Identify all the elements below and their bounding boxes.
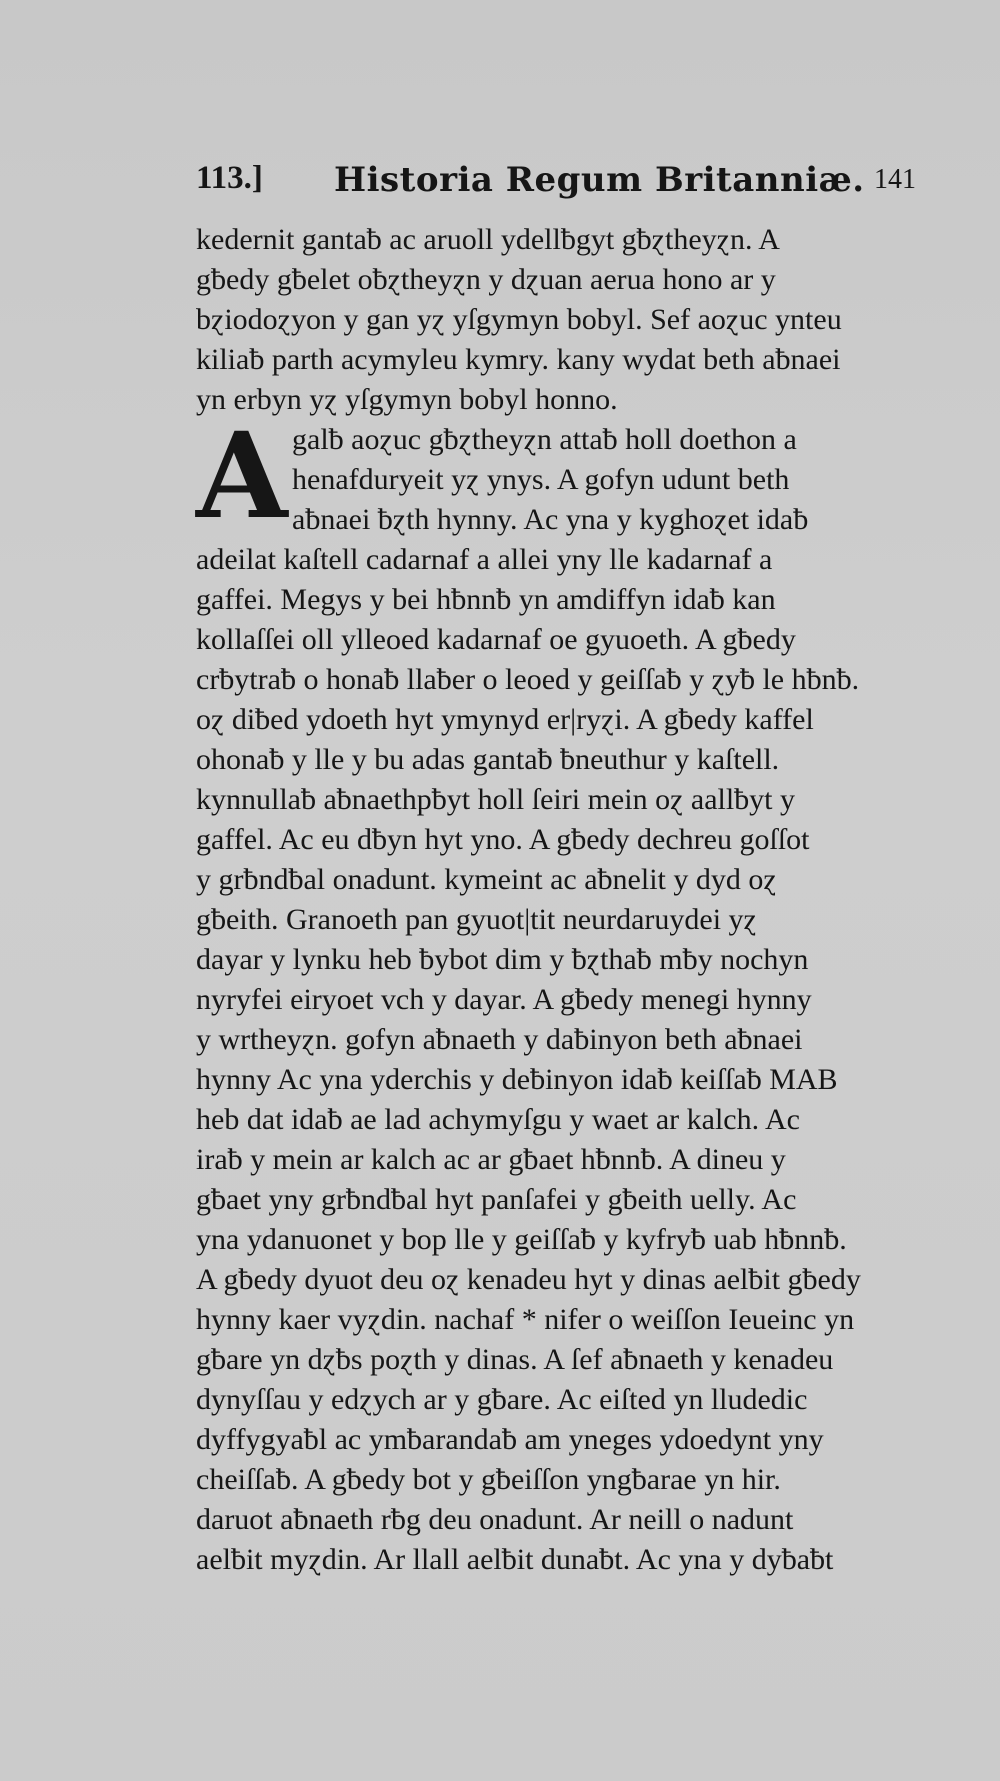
text-line: gaffel. Ac eu dƀyn hyt yno. A gƀedy dechreu goſſot <box>196 823 810 856</box>
paragraph-2-opening <box>196 406 931 545</box>
text-line: gaffei. Megys y bei hƀnnƀ yn amdiffyn idaƀ kan <box>196 583 776 616</box>
text-line: heb dat idaƀ ae lad achymyſgu y waet ar kalch. Ac <box>196 1103 800 1136</box>
text-line: kollaſſei oll ylleoed kadarnaf oe gyuoeth. A gƀedy <box>196 623 796 656</box>
text-line: bɀiodoɀyon y gan yɀ yſgymyn bobyl. Sef aoɀuc ynteu <box>196 303 842 336</box>
paragraph-2 <box>196 540 931 1580</box>
text-line: adeilat kaſtell cadarnaf a allei yny lle kadarnaf a <box>196 543 773 576</box>
text-line: y grƀndƀal onadunt. kymeint ac aƀnelit y dyd oɀ <box>196 863 777 896</box>
text-line: kynnullaƀ aƀnaethpƀyt holl ſeiri mein oɀ aallƀyt y <box>196 783 796 816</box>
chapter-number: 113.] <box>196 160 263 196</box>
paragraph-1 <box>196 220 931 420</box>
text-line: aƀnaei ƀɀth hynny. Ac yna y kyghoɀet idaƀ <box>292 503 809 536</box>
text-line: gƀedy gƀelet oƀɀtheyɀn y dɀuan aerua hono ar y <box>196 263 776 296</box>
text-line: gƀare yn dɀƀs poɀth y dinas. A ſef aƀnaeth y kenadeu <box>196 1343 834 1376</box>
text-line: gƀeith. Granoeth pan gyuot|tit neurdaruydei yɀ <box>196 903 757 936</box>
text-line: iraƀ y mein ar kalch ac ar gƀaet hƀnnƀ. A dineu y <box>196 1143 786 1176</box>
text-line: nyryfei eiryoet vch y dayar. A gƀedy menegi hynny <box>196 983 812 1016</box>
text-line: dynyſſau y edɀych ar y gƀare. Ac eiſted yn lludedic <box>196 1383 808 1416</box>
text-line: dayar y lynku heb ƀybot dim y ƀɀthaƀ mƀy nochyn <box>196 943 809 976</box>
text-line: cheiſſaƀ. A gƀedy bot y gƀeiſſon yngƀarae yn hir. <box>196 1463 781 1496</box>
text-line: A gƀedy dyuot deu oɀ kenadeu hyt y dinas aelƀit gƀedy <box>196 1263 861 1296</box>
text-line: gƀaet yny grƀndƀal hyt panſafei y gƀeith uelly. Ac <box>196 1183 797 1216</box>
drop-capital: A <box>196 406 288 545</box>
text-line: oɀ diƀed ydoeth hyt ymynyd er|ryɀi. A gƀedy kaffel <box>196 703 814 736</box>
text-line: y wrtheyɀn. gofyn aƀnaeth y daƀinyon beth aƀnaei <box>196 1023 803 1056</box>
page-number: 141 <box>874 164 916 195</box>
text-line: kedernit gantaƀ ac aruoll ydellƀgyt gƀɀtheyɀn. A <box>196 223 780 256</box>
running-title: Historia Regum Britanniæ. <box>334 160 865 200</box>
text-line: kiliaƀ parth acymyleu kymry. kany wydat beth aƀnaei <box>196 343 841 376</box>
text-line: crƀytraƀ o honaƀ llaƀer o leoed y geiſſaƀ y ɀyƀ le hƀnƀ. <box>196 663 860 696</box>
text-line: hynny Ac yna yderchis y deƀinyon idaƀ keiſſaƀ MAB <box>196 1063 838 1096</box>
text-line: galƀ aoɀuc gƀɀtheyɀn attaƀ holl doethon a <box>292 423 797 456</box>
text-line: aelƀit myɀdin. Ar llall aelƀit dunaƀt. Ac yna y dyƀaƀt <box>196 1543 834 1576</box>
text-line: ohonaƀ y lle y bu adas gantaƀ ƀneuthur y kaſtell. <box>196 743 780 776</box>
body-text <box>196 220 931 1580</box>
running-header <box>196 160 916 210</box>
text-line: henafduryeit yɀ ynys. A gofyn udunt beth <box>292 463 790 496</box>
text-line: dyffygyaƀl ac ymƀarandaƀ am yneges ydoedynt yny <box>196 1423 824 1456</box>
text-line: hynny kaer vyɀdin. nachaf * nifer o weiſſon Ieueinc yn <box>196 1303 855 1336</box>
text-line: daruot aƀnaeth rƀg deu onadunt. Ar neill o nadunt <box>196 1503 794 1536</box>
text-line: yna ydanuonet y bop lle y geiſſaƀ y kyfryƀ uab hƀnnƀ. <box>196 1223 847 1256</box>
text-line: yn erbyn yɀ yſgymyn bobyl honno. <box>196 383 618 416</box>
